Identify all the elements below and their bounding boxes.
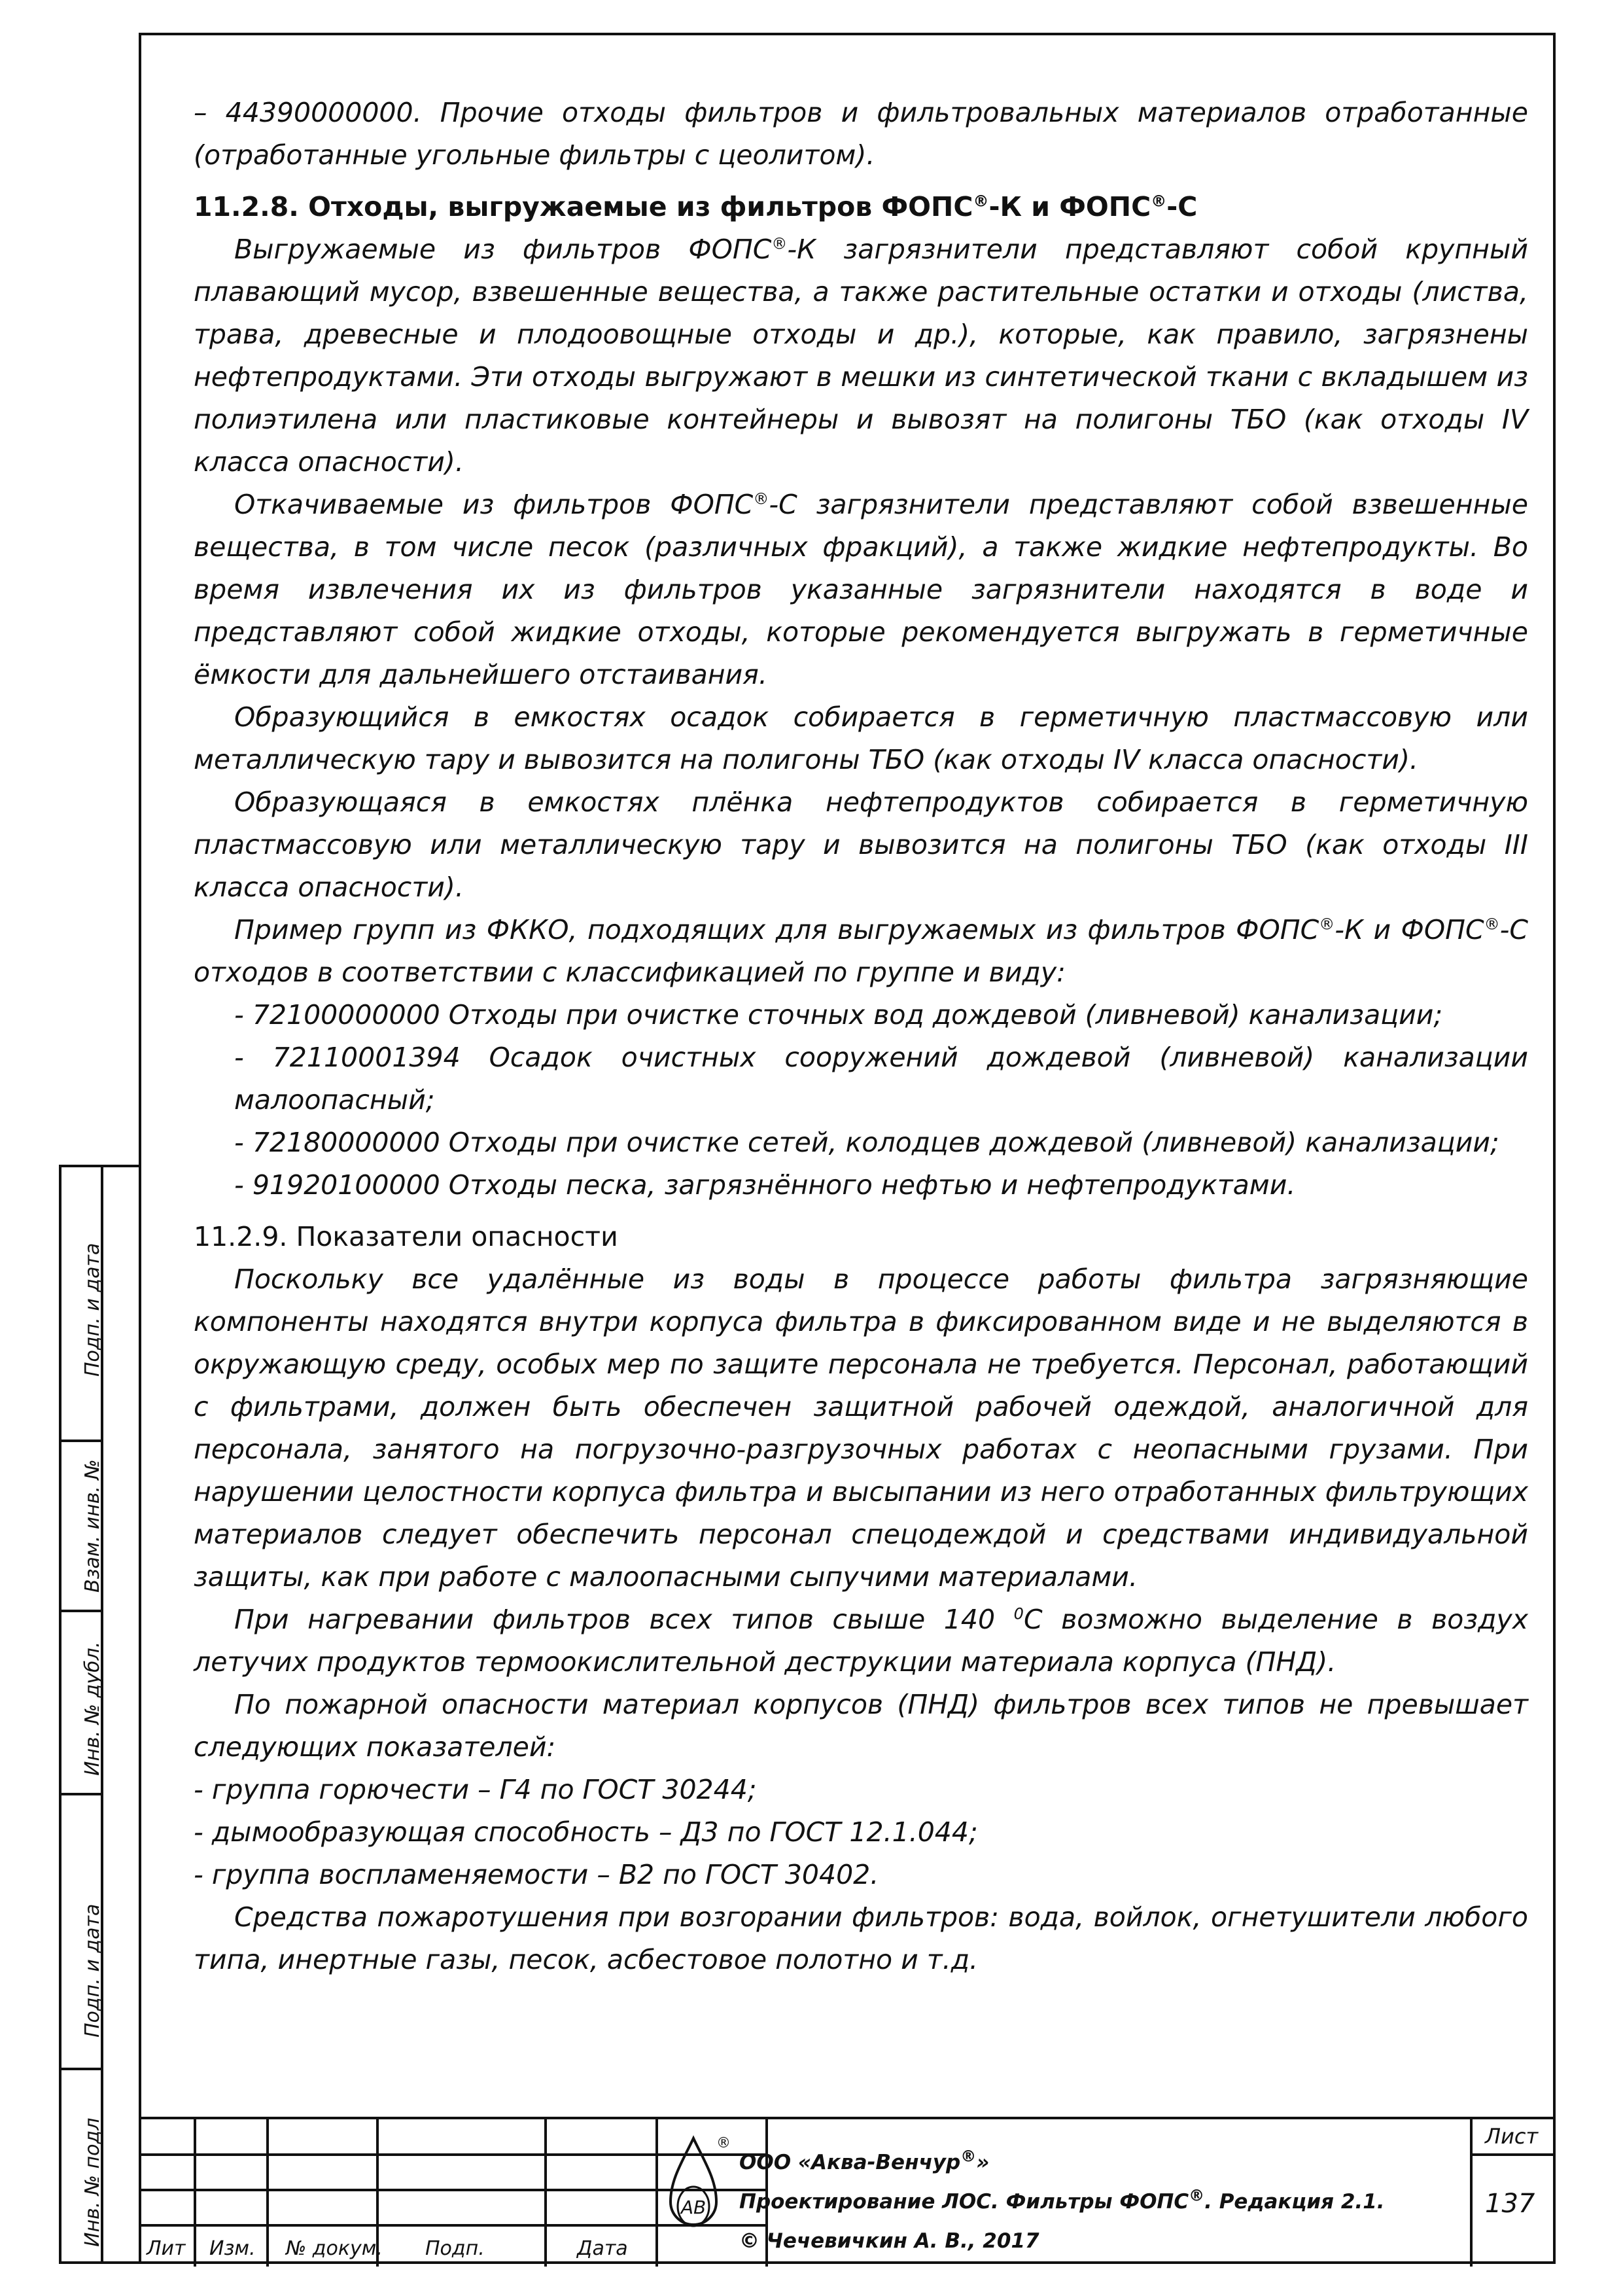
paragraph: Образующаяся в емкостях плёнка нефтепродуктов собирается в герметичную пластмассовую или металлическую тару и вывозится на полигоны ТБО (как отходы III класса опасности). <box>194 786 1528 903</box>
col-doc: № докум. <box>286 2237 383 2260</box>
paragraph: Образующийся в емкостях осадок собирается в герметичную пластмассовую или металлическую тару и вывозится на полигоны ТБО (как отходы IV класса опасности). <box>194 701 1528 775</box>
list-item: - 72100000000 Отходы при очистке сточных вод дождевой (ливневой) канализации; <box>234 999 1443 1031</box>
project-title: Проектирование ЛОС. Фильтры ФОПС®. Редакция 2.1. <box>739 2186 1385 2214</box>
paragraph: По пожарной опасности материал корпусов (ПНД) фильтров всех типов не превышает следующих показателей: <box>194 1689 1528 1763</box>
col-date: Дата <box>577 2237 628 2260</box>
sheet-number: 137 <box>1485 2189 1535 2219</box>
company-logo <box>664 2133 731 2244</box>
org-name: ООО «Аква-Венчур®» <box>739 2147 990 2174</box>
side-stamp-strip <box>59 1165 139 2264</box>
document-body <box>194 92 1528 1981</box>
side-label: Инв. № подл <box>81 2117 104 2247</box>
list-item: - 72110001394 Осадок очистных сооружений дождевой (ливневой) канализации малоопасный; <box>234 1042 1528 1116</box>
list-item: - дымообразующая способность – Д3 по ГОСТ 12.1.044; <box>194 1816 978 1848</box>
list-item: - группа горючести – Г4 по ГОСТ 30244; <box>194 1774 757 1805</box>
col-lit: Лит <box>147 2237 186 2260</box>
paragraph: Средства пожаротушения при возгорании фильтров: вода, войлок, огнетушители любого типа, инертные газы, песок, асбестовое полотно и т.д. <box>194 1901 1528 1975</box>
side-column <box>101 1167 139 2261</box>
paragraph: Пример групп из ФККО, подходящих для выгружаемых из фильтров ФОПС®-К и ФОПС®-С отходов в соответствии с классификацией по группе и виду: <box>194 914 1529 988</box>
paragraph: Откачиваемые из фильтров ФОПС®-С загрязнители представляют собой взвешенные вещества, в том числе песок (различных фракций), а также жидкие нефтепродукты. Во время извлечения их из фильтров указанные загрязнители находятся в воде и представляют собой жидкие отходы, которые рекомендуется выгружать в герметичные ёмкости для дальнейшего отстаивания. <box>194 489 1528 690</box>
intro-paragraph: – 44390000000. Прочие отходы фильтров и фильтровальных материалов отработанные (отработанные угольные фильтры с цеолитом). <box>194 97 1528 171</box>
list-item: - группа воспламеняемости – В2 по ГОСТ 30402. <box>194 1859 879 1890</box>
paragraph: Выгружаемые из фильтров ФОПС®-К загрязнители представляют собой крупный плавающий мусор, взвешенные вещества, а также растительные остатки и отходы (листва, трава, древесные и плодоовощные отходы и др.), которые, как правило, загрязнены нефтепродуктами. Эти отходы выгружают в мешки из синтетической ткани с вкладышем из полиэтилена или пластиковые контейнеры и вывозят на полигоны ТБО (как отходы IV класса опасности). <box>194 234 1528 478</box>
list-item: - 91920100000 Отходы песка, загрязнённого нефтью и нефтепродуктами. <box>234 1169 1296 1201</box>
section-heading-11-2-9: 11.2.9. Показатели опасности <box>194 1221 618 1252</box>
side-label: Взам. инв. № <box>81 1459 104 1593</box>
list-item: - 72180000000 Отходы при очистке сетей, колодцев дождевой (ливневой) канализации; <box>234 1127 1499 1158</box>
section-heading-11-2-8: 11.2.8. Отходы, выгружаемые из фильтров ФОПС®-К и ФОПС®-С <box>194 191 1198 222</box>
logo-reg-mark: ® <box>716 2135 731 2151</box>
logo-text: АВ <box>680 2197 707 2218</box>
paragraph: Поскольку все удалённые из воды в процессе работы фильтра загрязняющие компоненты находятся внутри корпуса фильтра в фиксированном виде и не выделяются в окружающую среду, особых мер по защите персонала не требуется. Персонал, работающий с фильтрами, должен быть обеспечен защитной рабочей одеждой, аналогичной для персонала, занятого на погрузочно-разгрузочных работах с неопасными грузами. При нарушении целостности корпуса фильтра и высыпании из него отработанных фильтрующих материалов следует обеспечить персонал спецодеждой и средствами индивидуальной защиты, как при работе с малоопасными сыпучими материалами. <box>194 1263 1528 1593</box>
side-label: Подп. и дата <box>81 1903 104 2038</box>
copyright: © Чечевичкин А. В., 2017 <box>739 2229 1039 2253</box>
side-label: Инв. № дубл. <box>81 1641 104 1776</box>
sheet-label: Лист <box>1485 2124 1539 2149</box>
col-izm: Изм. <box>209 2237 256 2260</box>
org-info <box>739 2143 1385 2261</box>
col-sign: Подп. <box>425 2237 485 2260</box>
paragraph: При нагревании фильтров всех типов свыше 140 $^0$С возможно выделение в воздух летучих продуктов термоокислительной деструкции материала корпуса (ПНД). <box>194 1604 1529 1678</box>
side-label: Подп. и дата <box>81 1243 104 1377</box>
